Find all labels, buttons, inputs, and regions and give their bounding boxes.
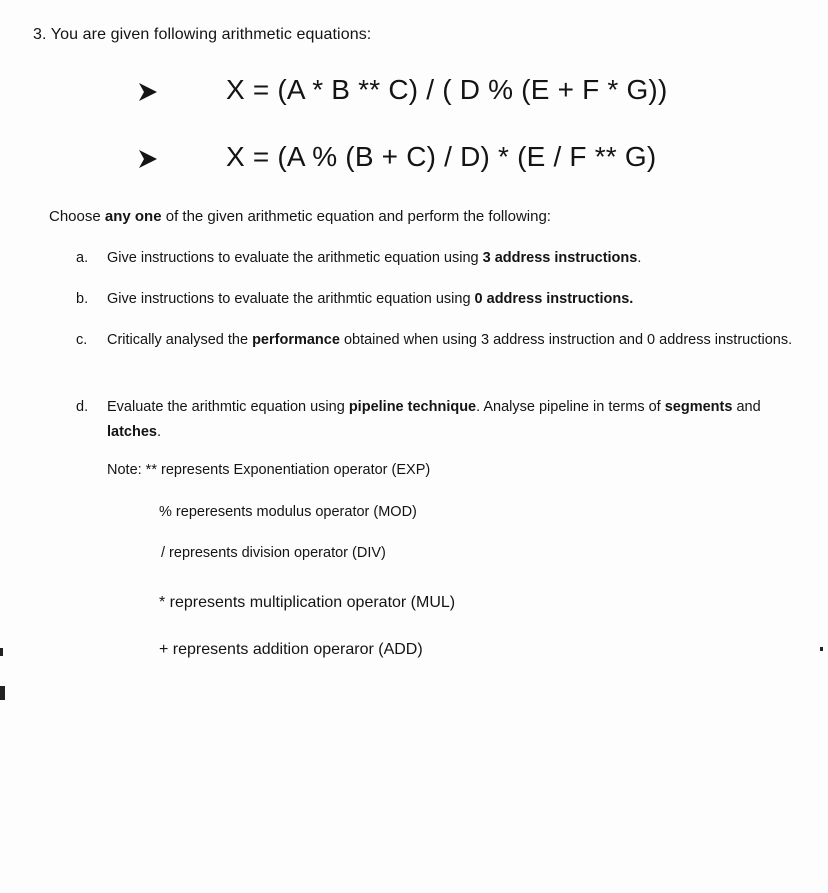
edge-artifact (0, 686, 5, 700)
task-text: Critically analysed the (107, 332, 253, 348)
task-text: . (637, 250, 642, 266)
task-bold-text: 3 address instructions (482, 250, 638, 266)
equation-1: X = (A * B ** C) / ( D % (E + F * G)) (226, 74, 668, 105)
equation-2: X = (A % (B + C) / D) * (E / F ** G) (226, 141, 657, 172)
arrow-bullet-icon (138, 149, 158, 169)
task-item-d (76, 395, 816, 445)
task-letter: d. (76, 399, 89, 415)
task-bold-text: 0 address instructions. (474, 291, 634, 307)
note-div: / represents division operator (DIV) (161, 545, 386, 561)
task-text: . Analyse pipeline in terms of (476, 399, 665, 415)
note-add: + represents addition operaror (ADD) (159, 641, 423, 658)
task-bold-text: segments (664, 399, 733, 415)
edge-artifact (820, 647, 823, 651)
instruction-prefix: Choose (49, 208, 105, 225)
task-text: and (732, 399, 761, 415)
task-body (107, 246, 816, 271)
task-bold-text: performance (252, 332, 340, 348)
instruction-text (49, 208, 551, 225)
task-body (107, 287, 816, 312)
task-text: Give instructions to evaluate the arithmetic equation using (107, 250, 483, 266)
task-text: obtained when using 3 address instruction and 0 address instructions. (339, 332, 793, 348)
note-exp: Note: ** represents Exponentiation operator (EXP) (107, 462, 431, 478)
task-bold-text: pipeline technique (348, 399, 477, 415)
task-letter: a. (76, 250, 89, 266)
arrow-bullet-icon (138, 82, 158, 102)
task-body (107, 328, 816, 353)
task-letter: b. (76, 291, 89, 307)
task-bold-text: latches (107, 424, 157, 440)
note-mul: * represents multiplication operator (MUL) (159, 594, 456, 611)
task-text: Evaluate the arithmtic equation using (107, 399, 349, 415)
instruction-bold: any one (104, 208, 162, 225)
note-mod: % reperesents modulus operator (MOD) (159, 504, 417, 520)
task-item-a (76, 246, 816, 271)
edge-artifact (0, 648, 3, 656)
task-letter: c. (76, 332, 88, 348)
task-item-c (76, 328, 816, 353)
task-text: . (156, 424, 162, 440)
question-heading: 3. You are given following arithmetic equations: (33, 26, 372, 43)
task-text: Give instructions to evaluate the arithmtic equation using (107, 291, 475, 307)
task-body (107, 395, 816, 445)
instruction-suffix: of the given arithmetic equation and perform the following: (161, 208, 551, 225)
task-item-b (76, 287, 816, 312)
